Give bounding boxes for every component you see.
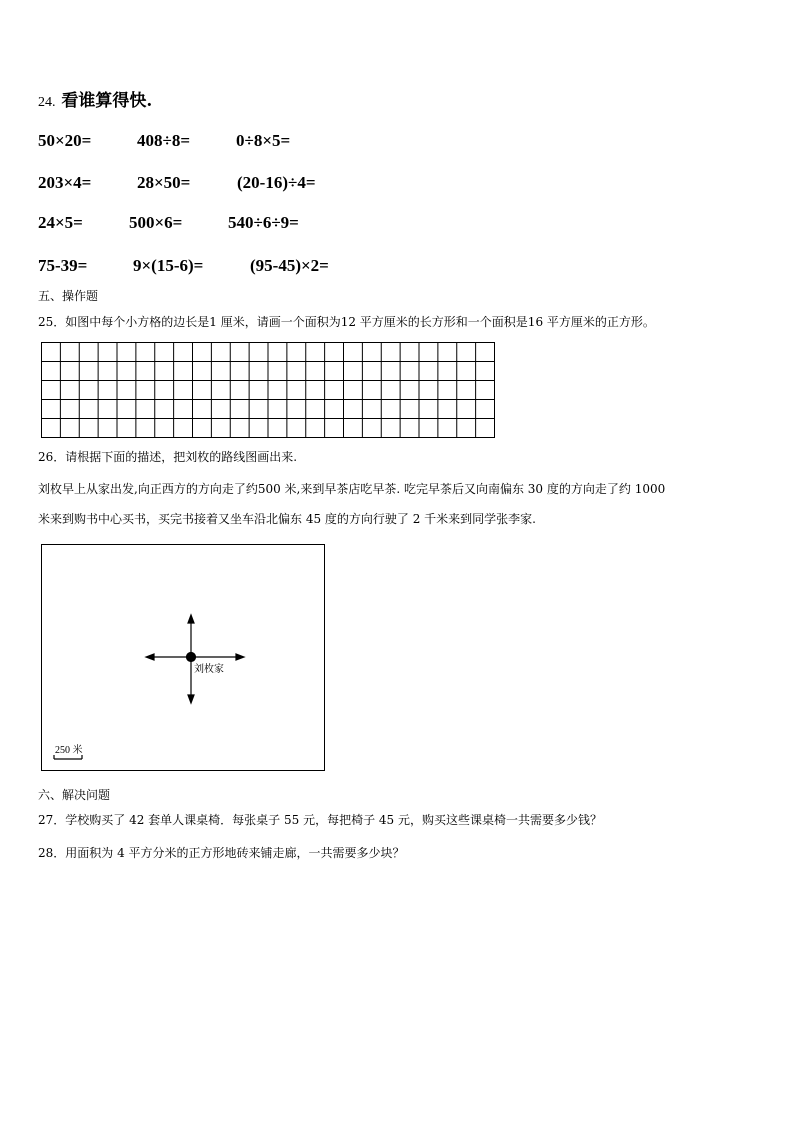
calc-r2c1: 203×4= [38, 173, 92, 192]
q26-line-1: 刘枚早上从家出发,向正西方的方向走了约500 米,来到早茶店吃早茶. 吃完早茶后又向南偏东 30 度的方向走了约 1000 [38, 482, 666, 496]
calc-r1c1: 50×20= [38, 131, 92, 150]
square-grid[interactable] [41, 342, 497, 439]
calc-r2c3: (20-16)÷4= [237, 173, 316, 192]
route-map[interactable] [41, 544, 325, 771]
q24-number: 24. [38, 95, 56, 110]
home-label: 刘枚家 [194, 664, 224, 675]
q28-text: 28．用面积为 4 平方分米的正方形地砖来铺走廊，一共需要多少块？ [38, 846, 405, 860]
calc-r1c2: 408÷8= [137, 131, 191, 150]
calc-r4c3: (95-45)×2= [250, 256, 329, 275]
q26-title: 26．请根据下面的描述，把刘枚的路线图画出来. [38, 450, 298, 464]
q25-text: 25．如图中每个小方格的边长是1 厘米，请画一个面积为12 平方厘米的长方形和一个面积是16 平方厘米的正方形。 [38, 315, 655, 329]
section-6-heading: 六、解决问题 [38, 788, 111, 802]
calc-r4c1: 75-39= [38, 256, 88, 275]
calc-r3c2: 500×6= [129, 213, 183, 232]
scale-label: 250 米 [55, 745, 83, 756]
calc-r1c3: 0÷8×5= [236, 131, 291, 150]
section-5-heading: 五、操作题 [38, 289, 99, 303]
calc-r2c2: 28×50= [137, 173, 191, 192]
calc-r3c1: 24×5= [38, 213, 83, 232]
q27-text: 27．学校购买了 42 套单人课桌椅．每张桌子 55 元，每把椅子 45 元，购买这些课桌椅一共需要多少钱？ [38, 813, 602, 827]
q24-title-text: 看谁算得快. [61, 91, 153, 111]
q26-line-2: 米来到购书中心买书，买完书接着又坐车沿北偏东 45 度的方向行驶了 2 千米来到同学张李家. [38, 512, 536, 526]
calc-r4c2: 9×(15-6)= [133, 256, 204, 275]
calc-r3c3: 540÷6÷9= [228, 213, 299, 232]
grid-lines [41, 342, 497, 439]
q24-title [38, 86, 152, 111]
compass-axes [42, 545, 323, 769]
